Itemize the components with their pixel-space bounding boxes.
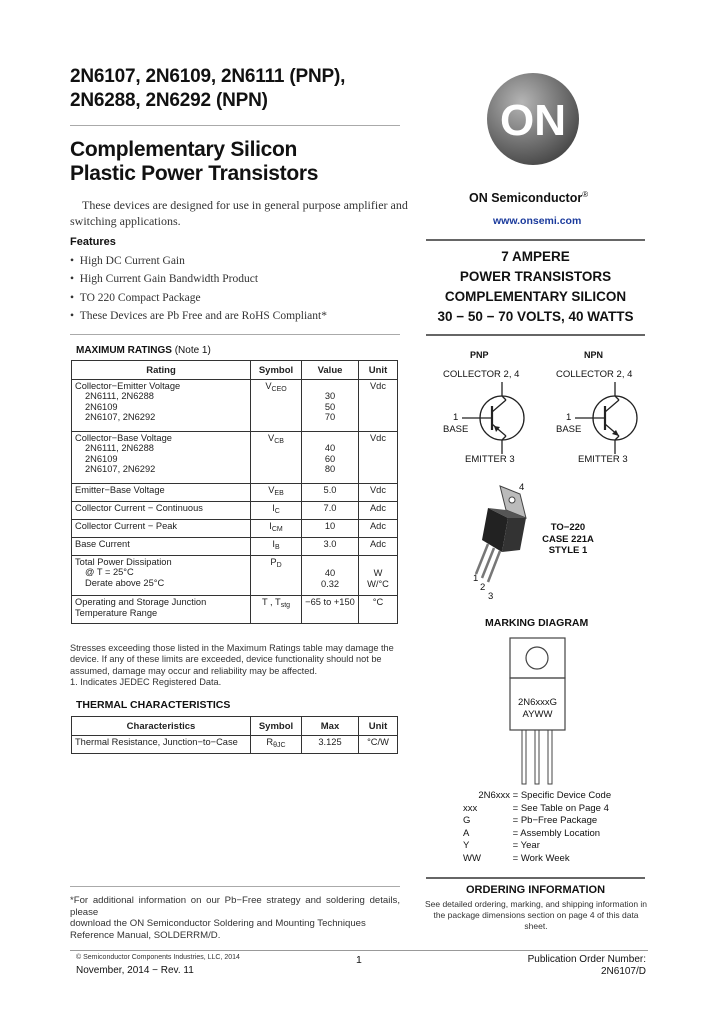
- npn-emitter-label: EMITTER 3: [578, 454, 628, 465]
- note-divider: [70, 886, 400, 887]
- legend-row: [463, 815, 611, 828]
- rating-sub: 2N6109: [85, 453, 118, 464]
- footnote: 1. Indicates JEDEC Registered Data.: [70, 676, 222, 687]
- symbol: V: [265, 381, 272, 391]
- rating-sub: 2N6107, 2N6292: [85, 412, 156, 422]
- publication-info: [500, 954, 646, 978]
- feature-item: • High DC Current Gain: [70, 255, 185, 267]
- col-rating: Rating: [72, 361, 251, 380]
- table-row: [72, 432, 398, 484]
- footer-divider: [70, 950, 648, 951]
- max-ratings-title: MAXIMUM RATINGS: [76, 345, 172, 356]
- subtitle-line1: Complementary Silicon: [70, 138, 298, 161]
- features-heading: Features: [70, 236, 116, 248]
- feature-text: High DC Current Gain: [79, 255, 185, 267]
- ordering-text: [424, 899, 648, 932]
- col-characteristics: Characteristics: [72, 717, 251, 736]
- rating-label: Collector−Emitter Voltage: [75, 381, 181, 391]
- product-line2: POWER TRANSISTORS: [459, 269, 612, 284]
- symbol-sub: CM: [271, 526, 283, 533]
- ordering-line: the package dimensions section on page 4 of this data sheet.: [433, 910, 639, 931]
- rating-cell: Collector Current − Peak: [72, 520, 251, 538]
- product-box-bottom: [426, 334, 645, 336]
- stress-note-line: assumed, damage may occur and reliability may be affected.: [70, 665, 317, 676]
- stress-note-line: device. If any of these limits are exceeded, device functionality should not be: [70, 654, 382, 665]
- npn-base-num: 1: [566, 412, 572, 423]
- value-cell: −65 to +150: [302, 596, 359, 624]
- npn-base-label: BASE: [556, 424, 582, 435]
- legend-code: G: [463, 815, 471, 827]
- value-cell: 7.0: [302, 502, 359, 520]
- feature-text: These Devices are Pb Free and are RoHS Compliant*: [79, 309, 327, 322]
- website-link[interactable]: www.onsemi.com: [493, 215, 582, 227]
- section-divider: [70, 334, 400, 335]
- symbol-cell: [251, 520, 302, 538]
- product-line4: 30 − 50 − 70 VOLTS, 40 WATTS: [437, 309, 634, 324]
- product-line1: 7 AMPERE: [501, 249, 570, 264]
- pin2-label: 2: [480, 582, 486, 593]
- symbol-cell: [251, 484, 302, 502]
- max-ratings-heading: [76, 345, 211, 356]
- page-title-line1: 2N6107, 2N6109, 2N6111 (PNP),: [70, 66, 346, 87]
- value: 80: [324, 464, 336, 474]
- ordering-divider: [426, 877, 645, 879]
- intro-line1: These devices are designed for use in general purpose amplifier and: [82, 198, 408, 212]
- revision-date: November, 2014 − Rev. 11: [76, 965, 194, 976]
- rating-sub: @ T = 25°C: [85, 567, 134, 577]
- npn-label: NPN: [584, 350, 604, 360]
- feature-item: • TO 220 Compact Package: [70, 291, 201, 304]
- rating-label: Total Power Dissipation: [75, 557, 172, 567]
- legend-desc: = Assembly Location: [512, 827, 601, 839]
- subtitle-line2: Plastic Power Transistors: [70, 162, 319, 185]
- symbol: I: [272, 539, 275, 549]
- legend-row: [463, 828, 611, 841]
- logo-text: ON: [500, 96, 566, 145]
- table-row: [72, 736, 398, 754]
- features-list: [70, 252, 327, 325]
- unit-cell: Vdc: [359, 432, 398, 484]
- value: 40: [324, 568, 336, 578]
- pbfree-note-line: download the ON Semiconductor Soldering and Mounting Techniques: [70, 918, 366, 929]
- package-name: TO−220: [550, 522, 586, 533]
- value: 30: [324, 391, 336, 401]
- value-cell: [302, 380, 359, 432]
- symbol-sub: B: [274, 544, 280, 551]
- symbol: V: [268, 485, 275, 495]
- max-ratings-note: (Note 1): [174, 345, 211, 356]
- feature-item: • These Devices are Pb Free and are RoHS Compliant*: [70, 309, 327, 322]
- table-row: [72, 520, 398, 538]
- unit-cell: Vdc: [359, 484, 398, 502]
- unit-cell: °C: [359, 596, 398, 624]
- symbol-sub: EB: [274, 490, 284, 497]
- table-row: [72, 596, 398, 624]
- pin4-label: 4: [519, 482, 525, 493]
- legend-code: Y: [463, 840, 470, 852]
- feature-text: TO 220 Compact Package: [79, 291, 201, 304]
- title-divider: [70, 125, 400, 126]
- symbol: R: [266, 737, 274, 747]
- symbol-cell: [251, 432, 302, 484]
- on-logo-icon: [486, 72, 580, 166]
- symbol: T , T: [261, 597, 281, 607]
- pnp-transistor-icon: [440, 382, 530, 454]
- package-case: CASE 221A: [542, 533, 594, 545]
- unit: W: [373, 568, 383, 578]
- symbol: I: [272, 503, 275, 513]
- table-row: [72, 502, 398, 520]
- unit-cell: Adc: [359, 502, 398, 520]
- legend-row: [463, 803, 611, 816]
- legend-desc: = Year: [512, 840, 540, 852]
- unit-cell: Vdc: [359, 380, 398, 432]
- pnp-collector-label: COLLECTOR 2, 4: [443, 369, 520, 380]
- legend-code: xxx: [463, 802, 478, 814]
- table-row: [72, 538, 398, 556]
- rating-cell: Collector Current − Continuous: [72, 502, 251, 520]
- unit-cell: °C/W: [359, 736, 398, 754]
- value: 0.32: [320, 579, 340, 589]
- legend-desc: = Work Week: [512, 852, 570, 864]
- unit: W/°C: [367, 579, 389, 589]
- pnp-emitter-label: EMITTER 3: [465, 454, 515, 465]
- npn-transistor-icon: [553, 382, 643, 454]
- symbol-cell: [251, 596, 302, 624]
- rating-cell: Base Current: [72, 538, 251, 556]
- unit-cell: Adc: [359, 538, 398, 556]
- legend-desc: = Specific Device Code: [512, 790, 612, 801]
- characteristic-cell: Thermal Resistance, Junction−to−Case: [72, 736, 251, 754]
- value-cell: 10: [302, 520, 359, 538]
- publication-label: Publication Order Number:: [527, 954, 646, 965]
- symbol-sub: θJC: [273, 742, 286, 749]
- company-name: [469, 190, 588, 205]
- col-value: Value: [302, 361, 359, 380]
- rating-label: Temperature Range: [75, 608, 158, 618]
- legend-row: [463, 853, 611, 866]
- pnp-label: PNP: [470, 350, 489, 360]
- value-cell: 3.0: [302, 538, 359, 556]
- npn-collector-label: COLLECTOR 2, 4: [556, 369, 633, 380]
- legend-desc: = Pb−Free Package: [512, 815, 598, 827]
- page-title-line2: 2N6288, 2N6292 (NPN): [70, 90, 268, 111]
- symbol-cell: [251, 736, 302, 754]
- pnp-base-label: BASE: [443, 424, 469, 435]
- symbol-sub: D: [276, 562, 282, 569]
- product-box-top: [426, 239, 645, 241]
- value: 40: [324, 443, 336, 453]
- marking-heading: MARKING DIAGRAM: [485, 617, 589, 629]
- pin3-label: 3: [488, 591, 494, 602]
- rating-label: Operating and Storage Junction: [75, 597, 207, 607]
- rating-sub: 2N6111, 2N6288: [85, 443, 154, 453]
- value-cell: [302, 556, 359, 596]
- unit-cell: [359, 556, 398, 596]
- legend-code: WW: [463, 852, 481, 864]
- package-info: [528, 522, 608, 557]
- max-cell: 3.125: [302, 736, 359, 754]
- rating-sub: 2N6107, 2N6292: [85, 464, 156, 474]
- symbol-cell: [251, 538, 302, 556]
- table-row: [72, 484, 398, 502]
- pbfree-note: [70, 895, 400, 941]
- symbol: V: [268, 433, 275, 443]
- rating-cell: [72, 380, 251, 432]
- value: 60: [324, 453, 336, 464]
- reg-mark: ®: [582, 190, 589, 199]
- rating-sub: 2N6109: [85, 401, 118, 412]
- legend-code: 2N6xxx: [478, 790, 510, 801]
- pin1-label: 1: [473, 573, 479, 584]
- col-unit: Unit: [359, 717, 398, 736]
- feature-item: • High Current Gain Bandwidth Product: [70, 273, 259, 286]
- symbol-cell: [251, 502, 302, 520]
- symbol-sub: stg: [280, 602, 291, 609]
- value: 50: [324, 401, 336, 412]
- legend-desc: = See Table on Page 4: [512, 802, 609, 814]
- symbol-cell: [251, 380, 302, 432]
- rating-cell: [72, 432, 251, 484]
- stress-note-line: Stresses exceeding those listed in the Maximum Ratings table may damage the: [70, 643, 394, 653]
- rating-sub: 2N6111, 2N6288: [85, 391, 154, 401]
- rating-cell: [72, 556, 251, 596]
- pbfree-note-line: Reference Manual, SOLDERRM/D.: [70, 929, 221, 941]
- legend-code: A: [463, 827, 470, 839]
- marking-line2: AYWW: [522, 708, 553, 720]
- pbfree-note-line: *For additional information on our Pb−Free strategy and soldering details, please: [70, 895, 400, 918]
- thermal-table: [71, 716, 398, 754]
- value-cell: [302, 432, 359, 484]
- stress-note: [70, 643, 410, 688]
- rating-sub: Derate above 25°C: [85, 578, 165, 588]
- page-number: 1: [356, 954, 362, 966]
- table-header-row: [72, 361, 398, 380]
- symbol-sub: CEO: [271, 386, 287, 393]
- rating-cell: [72, 596, 251, 624]
- feature-text: High Current Gain Bandwidth Product: [79, 273, 259, 286]
- col-unit: Unit: [359, 361, 398, 380]
- max-ratings-table: [71, 360, 398, 624]
- pnp-base-num: 1: [453, 412, 459, 423]
- value-cell: 5.0: [302, 484, 359, 502]
- package-style: STYLE 1: [548, 545, 588, 556]
- legend-row: [463, 840, 611, 853]
- table-header-row: [72, 717, 398, 736]
- symbol-sub: C: [274, 508, 280, 515]
- ordering-line: See detailed ordering, marking, and shipping information in: [424, 899, 648, 909]
- unit-cell: Adc: [359, 520, 398, 538]
- col-symbol: Symbol: [251, 717, 302, 736]
- intro-line2: switching applications.: [70, 214, 181, 228]
- legend-row: [463, 790, 611, 803]
- symbol: I: [269, 521, 272, 531]
- copyright: © Semiconductor Components Industries, LLC, 2014: [76, 954, 240, 961]
- col-max: Max: [302, 717, 359, 736]
- marking-text: [510, 697, 565, 720]
- table-row: [72, 380, 398, 432]
- rating-label: Collector−Base Voltage: [75, 433, 172, 443]
- symbol: P: [270, 557, 277, 567]
- marking-line1: 2N6xxxG: [517, 697, 558, 708]
- table-row: [72, 556, 398, 596]
- value: 70: [324, 412, 336, 422]
- on-logo: [486, 72, 580, 166]
- col-symbol: Symbol: [251, 361, 302, 380]
- rating-cell: Emitter−Base Voltage: [72, 484, 251, 502]
- product-line3: COMPLEMENTARY SILICON: [444, 289, 627, 304]
- ordering-heading: ORDERING INFORMATION: [465, 884, 606, 896]
- publication-number: 2N6107/D: [600, 966, 646, 977]
- marking-legend: [463, 790, 611, 866]
- company-label: ON Semiconductor: [469, 191, 583, 206]
- thermal-heading: THERMAL CHARACTERISTICS: [76, 699, 231, 711]
- symbol-sub: CB: [274, 438, 284, 445]
- symbol-cell: [251, 556, 302, 596]
